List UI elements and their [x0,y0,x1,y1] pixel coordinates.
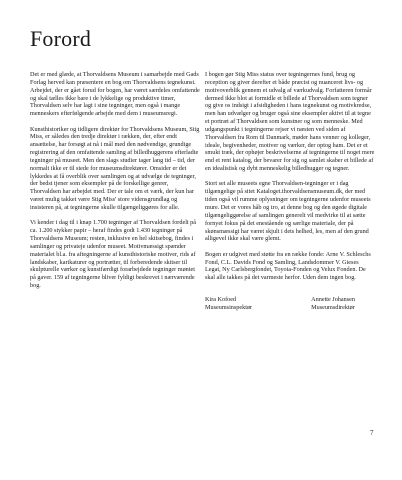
signature [311,296,355,312]
paragraph: Det er med glæde, at Thorvaldsens Museum i samarbejde med Gads Forlag herved kan præsentere en bog om Thorvaldsens tegnekunst. Arbejdet, der er gået forud for bogen, har været særdeles omfattende og skal tælles ikke bare i de lykkelige og produktive timer, Thorvaldsen selv har lagt i sine tegninger, men også i mange menneskers efterfølgende arbejde med dem i museumsregi. [30,71,200,118]
signature-name: Kira Kofoed [205,296,237,304]
paragraph: Stort set alle museets egne Thorvaldsen-tegninger er i dag tilgængelige på sitet Kataloget.thorvaldsensmuseum.dk, der med tiden også vil rumme oplysninger om tegningerne udenfor museets mure. Det er vores håb og tro, at denne bog og den øgede digitale tilgængeliggørelse af samlingen generelt vil medvirke til at sætte fornyet fokus på det enestående og særlige materiale, der på skønsmæssigt har været skjult i dets helhed, les, men af den grund alligevel ikke skal være glemt. [205,180,371,243]
signature-title: Museumsdirektør [311,303,355,311]
page-number: 7 [370,429,374,437]
signature-name: Annette Johansen [311,296,355,304]
signature-title: Museumsinspektør [205,303,253,311]
paragraph: Kunsthistoriker og tidligere direktør for Thorvaldsens Museum, Stig Miss, er således den tredje direktør i rækken, der, efter endt ansættelse, har forsøgt at nå i mål med den nødvendige, grundige registrering af den omfattende samling af billedhuggerens efterladte tegninger på museet. Men den slags studier tager lang tid – tid, der normalt ikke er til stede for museumsdirektører. Omsider er det lykkedes at få overblik over samlingen og at udvælge de tegninger, der bedst tjener som eksempler på de forskellige genrer, Thorvaldsen har arbejdet med. Der er tale om et værk, der kun har været mulig takket være Stig Miss' store vidensgrundlag og insisteren på, at tegningerne skulle tilgængeliggøres for alle. [30,125,200,211]
paragraph: Vi kender i dag til i knap 1.700 tegninger af Thorvaldsen fordelt på ca. 1.200 stykker papir – heraf findes godt 1.430 tegninger på Thorvaldsens Museum; resten, inklusive en hel skitsebog, findes i samlinger og privateje udenfor museet. Motivmæssigt spænder materialet bl.a. fra aftegningerne af kunsthistoriske motiver, rids af landskaber, karikaturer og portrætter, til forberedende skitser til skulpturelle værker og kunstfærdigt forarbejdede tegninger møntet på gaver. 159 af tegningerne bliver fyldigt beskrevet i nærværende bog. [30,219,197,290]
signature-block [205,296,355,312]
right-text-column [205,71,375,312]
paragraph: Bogen er udgivet med støtte fra en række fonde: Arne V. Schleschs Fond, C.L. Davids Fond og Samling, Landsdommer V. Gieses Legat, Ny Carlsbergfondet, Toyota-Fonden og Velux Fonden. De skal alle takkes på det varmeste herfor. Uden dem ingen bog. [205,250,371,282]
page-title: Forord [30,26,92,51]
left-text-column [30,71,200,297]
signature [205,296,252,312]
paragraph: I bogen gør Stig Miss status over tegningernes fund, brug og reception og giver derefter et både præcist og nuanceret livs- og motivoverblik gennem et udvalg af værkudvalg. Forfatteren formår dermed ikke blot at formidle et billede af Thorvaldsen som tegner og give os indsigt i afsidigheden i hans tegnekunst og motivkredse, men han udvælger og bruger også sine eksempler aktivt til at tegne et portræt af Thorvaldsen som kunstner og som menneske. Med udgangspunkt i tegningerne rejser vi næsten ved siden af Thorvaldsen fra Rom til Danmark, møder hans venner og kolleger, ideale, begivenheder, motiver og værker, der optog ham. Det er et smukt træk, der ophøjer beskrivelserne af tegningerne til noget mere end et rent katalog, der bevarer for sig og samlet skaber et billede af en idealistisk og dybt menneskelig billedhugger og tegner. [205,71,375,173]
